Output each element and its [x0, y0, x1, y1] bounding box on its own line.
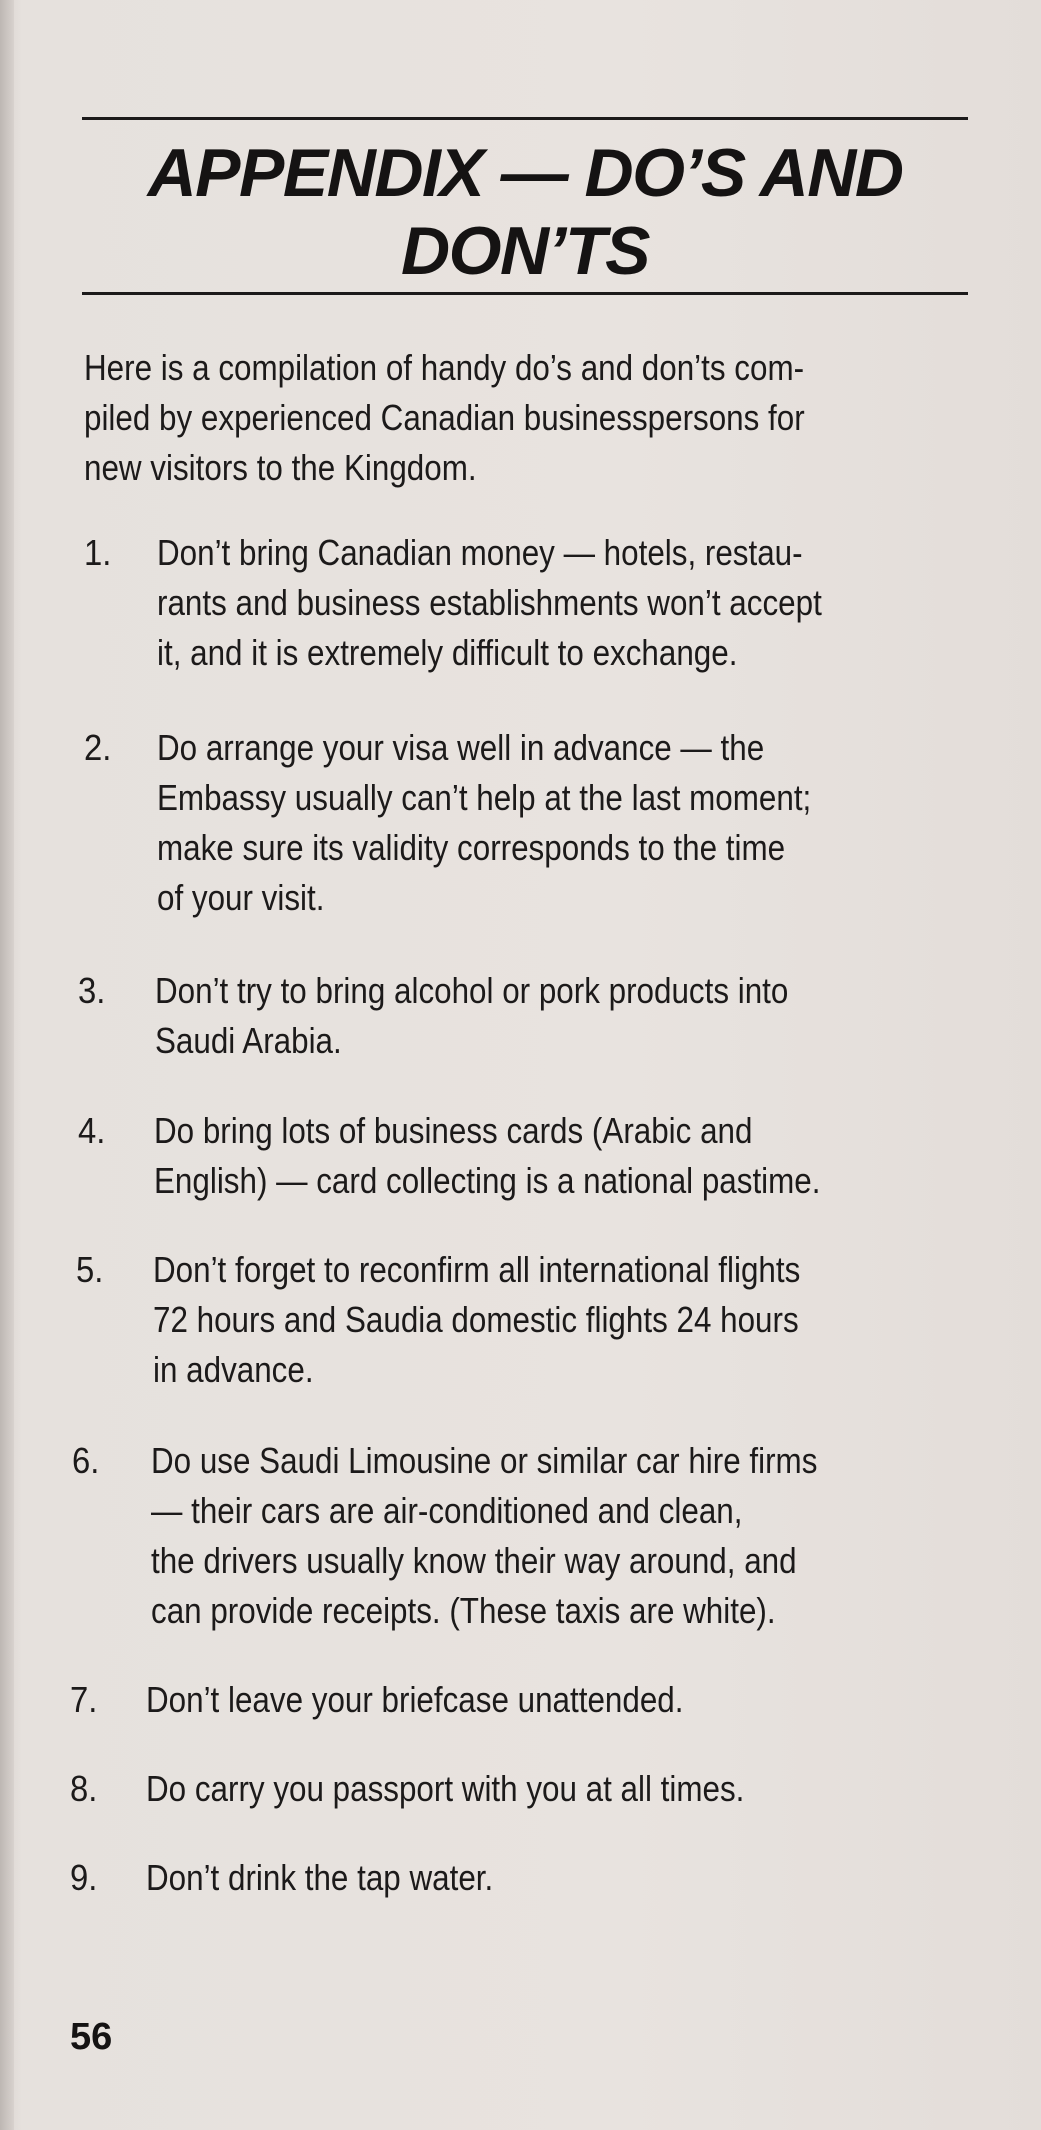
- intro-paragraph: Here is a compilation of handy do’s and don’ts com- piled by experienced Canadian businesspersons for new visitors to the Kingdom.: [84, 347, 805, 488]
- item-text: Don’t leave your briefcase unattended.: [146, 1679, 684, 1720]
- page-title: APPENDIX — DO’S AND DON’TS: [147, 135, 903, 289]
- title-bottom-rule: [82, 292, 968, 295]
- item-text: Don’t bring Canadian money — hotels, restau- rants and business establishments won’t accept it, and it is extremely difficult to exchange.: [157, 532, 822, 673]
- item-number: 5.: [76, 1249, 104, 1290]
- item-number: 1.: [84, 532, 112, 573]
- item-text: Do use Saudi Limousine or similar car hire firms — their cars are air-conditioned and clean, the drivers usually know their way around, and can provide receipts. (These taxis are white).: [151, 1440, 818, 1631]
- title-top-rule: [82, 117, 968, 120]
- item-number: 8.: [70, 1768, 98, 1809]
- item-number: 2.: [84, 727, 112, 768]
- item-text: Don’t forget to reconfirm all international flights 72 hours and Saudia domestic flights 24 hours in advance.: [153, 1249, 801, 1390]
- item-text: Don’t drink the tap water.: [146, 1857, 494, 1898]
- item-number: 4.: [78, 1110, 106, 1151]
- item-text: Do carry you passport with you at all times.: [146, 1768, 745, 1809]
- page-spine-shadow: [0, 0, 14, 2130]
- item-number: 9.: [70, 1857, 98, 1898]
- item-number: 7.: [70, 1679, 98, 1720]
- item-number: 6.: [72, 1440, 100, 1481]
- page-number: 56: [70, 2016, 113, 2058]
- item-number: 3.: [78, 970, 106, 1011]
- item-text: Do bring lots of business cards (Arabic and English) — card collecting is a national pastime.: [154, 1110, 821, 1201]
- item-text: Do arrange your visa well in advance — the Embassy usually can’t help at the last moment; make sure its validity corresponds to the time of your visit.: [157, 727, 812, 918]
- item-text: Don’t try to bring alcohol or pork products into Saudi Arabia.: [155, 970, 789, 1061]
